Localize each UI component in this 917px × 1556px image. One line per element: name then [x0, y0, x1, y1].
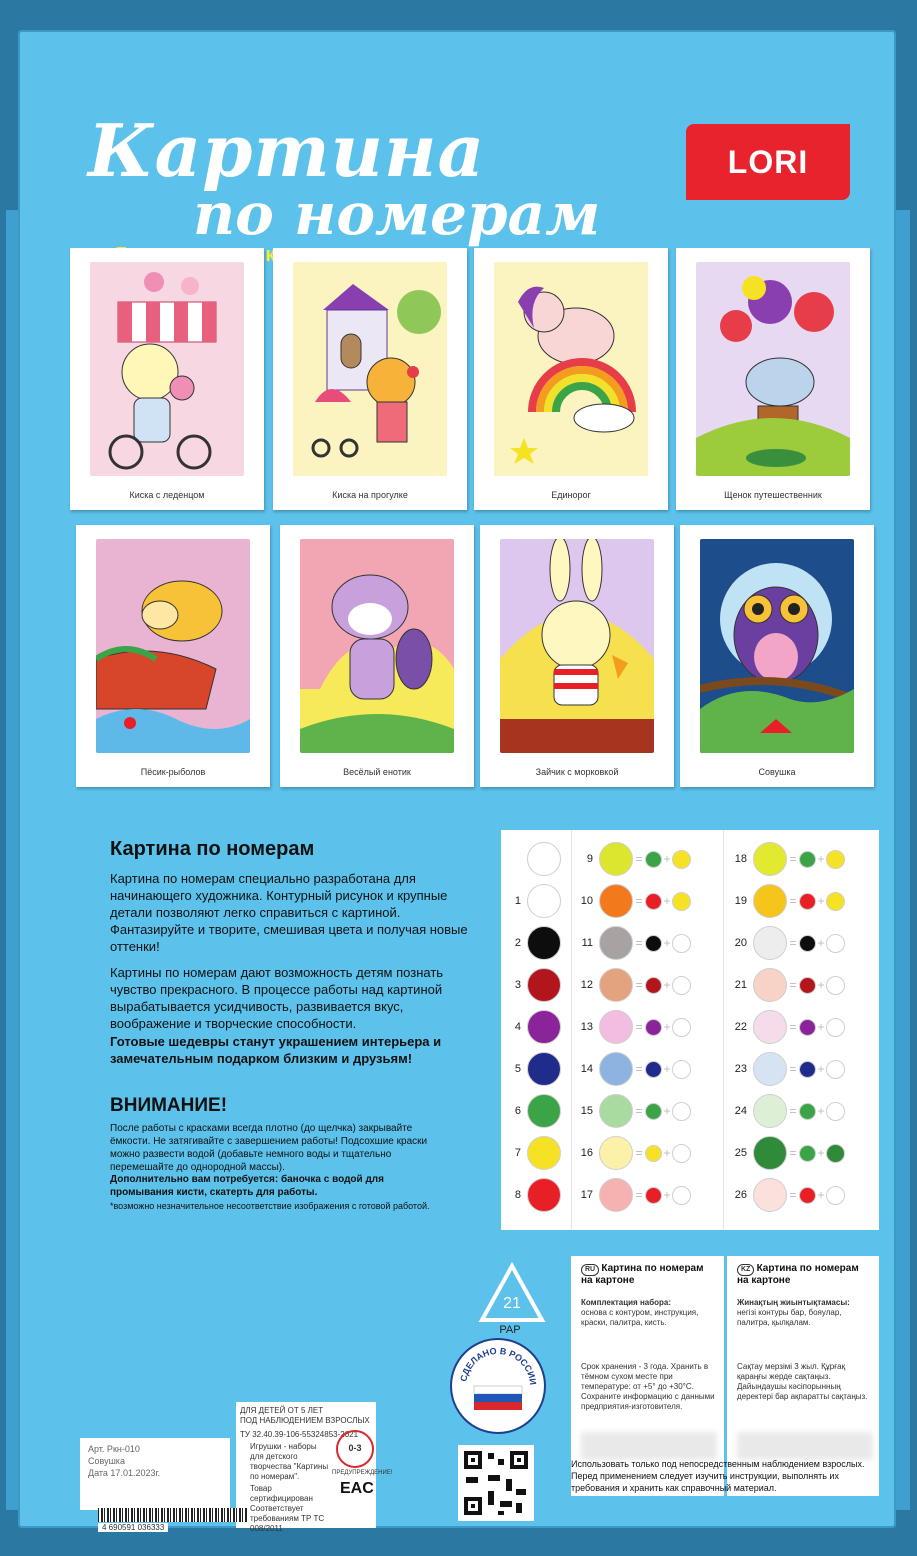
equals-sign: = — [635, 1104, 643, 1118]
paint-swatch — [599, 842, 633, 876]
picture-caption: Единорог — [551, 490, 591, 500]
eac-mark: EAC — [340, 1480, 374, 1497]
article-name: Совушка — [88, 1456, 125, 1466]
info-ru-set-title: Комплектация набора: — [581, 1298, 672, 1307]
qr-code — [458, 1445, 534, 1521]
product-title-line1: Картина — [88, 108, 486, 193]
picture-card-6 — [280, 525, 474, 787]
palette-row — [573, 926, 691, 960]
palette-number: 17 — [580, 1189, 593, 1201]
palette-row — [573, 842, 691, 876]
palette-row — [573, 884, 691, 918]
paint-swatch — [599, 968, 633, 1002]
palette-number: 26 — [734, 1189, 747, 1201]
equals-sign: = — [789, 978, 797, 992]
mix-swatch — [645, 851, 662, 868]
plus-sign: + — [663, 852, 671, 866]
mix-swatch — [826, 850, 845, 869]
cert-toys: Игрушки - наборы для детского творчества "Картины по номерам". — [250, 1442, 329, 1481]
info-kz-set-title: Жинақтың жиынтықтамасы: — [737, 1298, 850, 1307]
paint-swatch — [527, 1010, 561, 1044]
info-kz-set-text: негізі контуры бар, бояулар, палитра, қылқалам. — [737, 1308, 842, 1327]
palette-row — [727, 968, 845, 1002]
paint-swatch — [527, 1136, 561, 1170]
brand-logo: LORI — [686, 124, 850, 200]
plus-sign: + — [817, 1020, 825, 1034]
equals-sign: = — [635, 1062, 643, 1076]
palette-row — [727, 1094, 845, 1128]
color-palette — [501, 830, 879, 1230]
palette-number: 5 — [514, 1063, 521, 1075]
cert-warning-label: ПРЕДУПРЕЖДЕНИЕ! — [332, 1470, 393, 1476]
article-label — [80, 1438, 230, 1510]
palette-number: 8 — [514, 1189, 521, 1201]
paint-swatch — [753, 842, 787, 876]
picture-caption: Совушка — [758, 767, 796, 777]
plus-sign: + — [663, 1062, 671, 1076]
palette-row — [501, 1136, 561, 1170]
palette-row — [501, 1052, 561, 1086]
description-paragraph-1: Картина по номерам специально разработана для начинающего художника. Контурный рисунок и крупные детали позволяют легко справиться с картиной. Фантазируйте и творите, смешивая цвета и получая новые оттенки! — [110, 871, 468, 954]
mix-swatch — [826, 1144, 845, 1163]
equals-sign: = — [635, 936, 643, 950]
mix-swatch — [826, 1102, 845, 1121]
palette-row — [727, 1178, 845, 1212]
picture-caption: Пёсик-рыболов — [140, 767, 206, 777]
equals-sign: = — [789, 936, 797, 950]
info-kz-heading: Картина по номерам на картоне — [737, 1263, 859, 1286]
paint-swatch — [599, 1094, 633, 1128]
palette-number: 14 — [580, 1063, 593, 1075]
picture-dog-fisher — [96, 539, 250, 753]
mix-swatch — [826, 934, 845, 953]
equals-sign: = — [635, 852, 643, 866]
paint-swatch — [753, 1052, 787, 1086]
palette-number: 16 — [580, 1147, 593, 1159]
paint-swatch — [753, 926, 787, 960]
picture-card-2 — [273, 248, 467, 510]
palette-row — [573, 1052, 691, 1086]
description-heading: Картина по номерам — [110, 838, 315, 860]
plus-sign: + — [817, 894, 825, 908]
picture-owl — [700, 539, 854, 753]
palette-number: 12 — [580, 979, 593, 991]
mix-swatch — [645, 1061, 662, 1078]
mix-swatch — [799, 1103, 816, 1120]
palette-number: 21 — [734, 979, 747, 991]
palette-row — [573, 1178, 691, 1212]
info-ru-storage: Срок хранения - 3 года. Хранить в тёмном сухом месте при температуре: от +5° до +30°С. Сохраните информацию с данными предприятия-изготовителя. — [581, 1362, 715, 1411]
mix-swatch — [826, 1186, 845, 1205]
palette-divider — [571, 830, 572, 1230]
palette-row — [501, 842, 561, 876]
palette-number: 20 — [734, 937, 747, 949]
paint-swatch — [527, 884, 561, 918]
mix-swatch — [672, 1060, 691, 1079]
plus-sign: + — [817, 852, 825, 866]
palette-row — [501, 1010, 561, 1044]
plus-sign: + — [663, 1020, 671, 1034]
picture-card-8 — [680, 525, 874, 787]
paint-swatch — [599, 884, 633, 918]
equals-sign: = — [789, 1062, 797, 1076]
equals-sign: = — [789, 852, 797, 866]
mix-swatch — [799, 1061, 816, 1078]
blurred-manufacturer — [581, 1432, 717, 1460]
mix-swatch — [672, 934, 691, 953]
equals-sign: = — [789, 1020, 797, 1034]
info-ru-set-text: основа с контуром, инструкция, краски, палитра, кисть. — [581, 1308, 699, 1327]
article-date: Дата 17.01.2023г. — [88, 1468, 161, 1478]
palette-row — [727, 1052, 845, 1086]
picture-bunny-carrot — [500, 539, 654, 753]
mix-swatch — [672, 1144, 691, 1163]
palette-number: 13 — [580, 1021, 593, 1033]
mix-swatch — [799, 935, 816, 952]
equals-sign: = — [789, 1104, 797, 1118]
mix-swatch — [672, 892, 691, 911]
plus-sign: + — [663, 1146, 671, 1160]
picture-card-7 — [480, 525, 674, 787]
palette-divider — [723, 830, 724, 1230]
made-in-text: СДЕЛАНО В РОССИИ — [458, 1345, 539, 1386]
palette-row — [501, 884, 561, 918]
equals-sign: = — [635, 978, 643, 992]
palette-row — [573, 1094, 691, 1128]
palette-number: 1 — [514, 895, 521, 907]
palette-number: 9 — [586, 853, 593, 865]
palette-number: 19 — [734, 895, 747, 907]
picture-caption: Зайчик с морковкой — [535, 767, 619, 777]
svg-text:СДЕЛАНО В РОССИИ — [458, 1346, 538, 1386]
warning-extra: Дополнительно вам потребуется: баночка с водой для промывания кисти, скатерть для работы. — [110, 1174, 384, 1198]
palette-row — [501, 1094, 561, 1128]
plus-sign: + — [663, 894, 671, 908]
palette-row — [573, 968, 691, 1002]
cert-tu: ТУ 32.40.39-106-55324853-2021 — [240, 1430, 359, 1439]
picture-caption: Киска с леденцом — [129, 490, 205, 500]
plus-sign: + — [663, 1104, 671, 1118]
mix-swatch — [799, 1019, 816, 1036]
warning-note: *возможно незначительное несоответствие изображения с готовой работой. — [110, 1201, 430, 1211]
palette-row — [573, 1010, 691, 1044]
paint-swatch — [753, 1094, 787, 1128]
cert-certified: Товар сертифицирован Соответствует требованиям ТР ТС 008/2011 — [250, 1484, 325, 1533]
paint-swatch — [753, 968, 787, 1002]
description-paragraph-2: Картины по номерам дают возможность детям познать чувство прекрасного. В процессе работы над картиной вырабатывается усидчивость, развивается вкус, воображение и творческие способности. — [110, 965, 444, 1031]
palette-row — [727, 926, 845, 960]
barcode — [98, 1508, 248, 1522]
mix-swatch — [645, 1103, 662, 1120]
palette-row — [727, 842, 845, 876]
lang-code-ru: RU — [581, 1264, 599, 1276]
warning-text: После работы с красками всегда плотно (до щелчка) закрывайте ёмкости. Не затягивайте с завершением работы! Подсохшие краски можно развести водой (добавьте немного воды и тщательно перемешайте до однородной массы). — [110, 1123, 428, 1173]
picture-card-3 — [474, 248, 668, 510]
mix-swatch — [672, 976, 691, 995]
paint-swatch — [753, 1136, 787, 1170]
palette-row — [727, 1136, 845, 1170]
equals-sign: = — [789, 894, 797, 908]
palette-number: 18 — [734, 853, 747, 865]
blurred-manufacturer — [737, 1432, 873, 1460]
palette-number: 15 — [580, 1105, 593, 1117]
picture-puppy-traveler — [696, 262, 850, 476]
plus-sign: + — [663, 1188, 671, 1202]
plus-sign: + — [817, 1146, 825, 1160]
plus-sign: + — [817, 936, 825, 950]
plus-sign: + — [817, 1104, 825, 1118]
paint-swatch — [599, 1010, 633, 1044]
equals-sign: = — [635, 1188, 643, 1202]
paint-swatch — [527, 968, 561, 1002]
picture-card-5 — [76, 525, 270, 787]
paint-swatch — [599, 926, 633, 960]
palette-number: 25 — [734, 1147, 747, 1159]
mix-swatch — [799, 1145, 816, 1162]
paint-swatch — [527, 1094, 561, 1128]
equals-sign: = — [635, 894, 643, 908]
picture-caption: Киска на прогулке — [332, 490, 408, 500]
description-paragraph-3: Готовые шедевры станут украшением интерьера и замечательным подарком близким и друзьям! — [110, 1034, 442, 1066]
equals-sign: = — [635, 1146, 643, 1160]
warning-heading: ВНИМАНИЕ! — [110, 1095, 228, 1116]
recycle-number: 21 — [503, 1295, 521, 1312]
mix-swatch — [799, 893, 816, 910]
palette-row — [727, 1010, 845, 1044]
cert-age: ДЛЯ ДЕТЕЙ ОТ 5 ЛЕТ — [240, 1406, 324, 1415]
cert-supervision: ПОД НАБЛЮДЕНИЕМ ВЗРОСЛЫХ — [240, 1416, 370, 1425]
mix-swatch — [672, 1186, 691, 1205]
palette-number: 23 — [734, 1063, 747, 1075]
palette-number: 3 — [514, 979, 521, 991]
palette-row — [573, 1136, 691, 1170]
package-back — [18, 30, 896, 1533]
certification-block — [236, 1402, 393, 1533]
paint-swatch — [527, 1178, 561, 1212]
equals-sign: = — [789, 1146, 797, 1160]
recycle-label: PAP — [499, 1324, 521, 1336]
palette-row — [727, 884, 845, 918]
paint-swatch — [527, 1052, 561, 1086]
mix-swatch — [645, 1019, 662, 1036]
paint-swatch — [599, 1136, 633, 1170]
mix-swatch — [672, 1018, 691, 1037]
bottom-notice: Использовать только под непосредственным наблюдением взрослых. Перед применением следует изучить инструкции, выполнять их требования и хранить как справочный материал. — [571, 1459, 865, 1493]
picture-raccoon — [300, 539, 454, 753]
mix-swatch — [826, 976, 845, 995]
paint-swatch — [599, 1178, 633, 1212]
picture-unicorn — [494, 262, 648, 476]
age-warning-icon: 0-3 — [336, 1430, 374, 1468]
palette-number: 10 — [580, 895, 593, 907]
mix-swatch — [645, 935, 662, 952]
paint-swatch — [753, 884, 787, 918]
palette-number: 4 — [514, 1021, 521, 1033]
mix-swatch — [645, 1187, 662, 1204]
palette-row — [501, 968, 561, 1002]
plus-sign: + — [817, 1188, 825, 1202]
picture-kitty-lollipop — [90, 262, 244, 476]
mix-swatch — [799, 851, 816, 868]
palette-number: 11 — [581, 937, 593, 949]
lang-code-kz: KZ — [737, 1264, 754, 1276]
paint-swatch — [753, 1010, 787, 1044]
made-in-russia-seal — [450, 1338, 546, 1434]
paint-swatch — [527, 926, 561, 960]
picture-caption: Весёлый енотик — [343, 767, 411, 777]
barcode-number: 4 690591 036333 — [98, 1523, 168, 1532]
equals-sign: = — [635, 1020, 643, 1034]
plus-sign: + — [817, 978, 825, 992]
paint-swatch — [599, 1052, 633, 1086]
equals-sign: = — [789, 1188, 797, 1202]
palette-row — [501, 1178, 561, 1212]
palette-number: 7 — [514, 1147, 521, 1159]
plus-sign: + — [663, 936, 671, 950]
mix-swatch — [645, 893, 662, 910]
mix-swatch — [799, 1187, 816, 1204]
paint-swatch — [527, 842, 561, 876]
picture-card-4 — [676, 248, 870, 510]
mix-swatch — [799, 977, 816, 994]
palette-number: 24 — [734, 1105, 747, 1117]
palette-number: 2 — [514, 937, 521, 949]
plus-sign: + — [663, 978, 671, 992]
mix-swatch — [645, 977, 662, 994]
article-number: Арт. Ркн-010 — [88, 1444, 140, 1454]
plus-sign: + — [817, 1062, 825, 1076]
mix-swatch — [826, 1018, 845, 1037]
info-kz-storage: Сақтау мерзімі 3 жыл. Құрғақ қараңғы жерде сақтаңыз. Дайындаушы кәсіпорынның деректері бар ақпаратты сақтаңыз. — [737, 1362, 868, 1401]
product-title-line2: по номерам — [193, 180, 601, 248]
mix-swatch — [826, 1060, 845, 1079]
paint-swatch — [753, 1178, 787, 1212]
mix-swatch — [645, 1145, 662, 1162]
mix-swatch — [672, 850, 691, 869]
palette-row — [501, 926, 561, 960]
picture-card-1 — [70, 248, 264, 510]
picture-kitty-walk — [293, 262, 447, 476]
mix-swatch — [672, 1102, 691, 1121]
palette-number: 22 — [734, 1021, 747, 1033]
picture-caption: Щенок путешественник — [724, 490, 822, 500]
mix-swatch — [826, 892, 845, 911]
palette-number: 6 — [514, 1105, 521, 1117]
info-ru-heading: Картина по номерам на картоне — [581, 1263, 704, 1286]
